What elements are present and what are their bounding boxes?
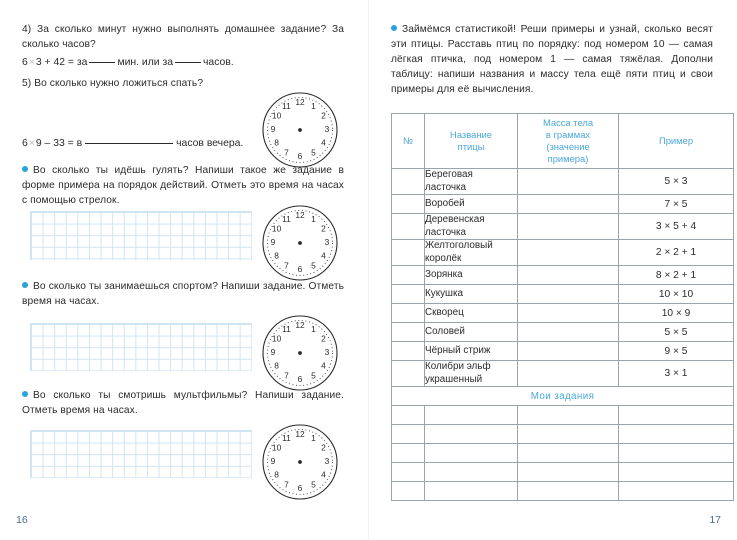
header-number: № [392,114,425,169]
cell-bird-name: Береговая ласточка [425,169,518,195]
table-row-empty [392,425,734,444]
table-body [392,169,734,501]
writing-grid-sport[interactable] [30,323,252,371]
svg-text:10: 10 [271,110,282,121]
cell-bird-name[interactable] [425,482,518,501]
cell-example: 5 × 3 [619,169,734,195]
svg-text:1: 1 [311,100,316,111]
cell-mass[interactable] [518,323,619,342]
cell-bird-name: Зорянка [425,266,518,285]
task-5-text: 5) Во сколько нужно ложиться спать? [22,78,204,89]
clock-svg [258,88,342,172]
svg-text:2: 2 [321,442,326,453]
cell-number[interactable] [392,304,425,323]
svg-text:10: 10 [271,223,282,234]
svg-text:10: 10 [271,442,282,453]
svg-text:11: 11 [282,213,291,224]
clock-svg [258,201,342,285]
svg-text:6: 6 [297,374,303,385]
cell-number[interactable] [392,323,425,342]
clock-face-cartoons[interactable] [258,420,342,509]
task-cartoons [22,388,344,418]
header-bird-name: Название птицы [425,114,518,169]
cell-number[interactable] [392,342,425,361]
cell-number[interactable] [392,406,425,425]
statistics-intro-text: Займёмся статистикой! Реши примеры и узнай, сколько весят эти птицы. Расставь птиц по порядку: под номером 10 — самая лёгкая птичка, под номером 1 — самая тяжёлая. Дополни таблицу: напиши названия и массу тела ещё пяти птиц и свои примеры для её вычисления. [391,24,713,95]
cell-bird-name: Кукушка [425,285,518,304]
svg-text:3: 3 [324,347,330,358]
task4-unit-minutes: мин. или за [117,57,173,68]
svg-text:5: 5 [311,147,316,158]
svg-text:5: 5 [311,370,316,381]
cell-mass[interactable] [518,425,619,444]
cell-bird-name: Воробей [425,195,518,214]
task5-expression-mid: 9 – 33 = в [35,138,83,149]
left-page [0,0,368,540]
cell-example: 5 × 5 [619,323,734,342]
cell-example: 3 × 5 + 4 [619,214,734,240]
svg-text:6: 6 [297,151,303,162]
svg-text:3: 3 [324,237,330,248]
svg-text:9: 9 [270,456,276,467]
svg-text:8: 8 [274,250,279,261]
cell-mass[interactable] [518,342,619,361]
cell-example: 9 × 5 [619,342,734,361]
task-walk-text: Во сколько ты идёшь гулять? Напиши такое же задание в форме примера на порядок действий. Отметь это время на часах с помощью стрелок. [22,165,344,206]
cell-mass[interactable] [518,463,619,482]
task5-tail: часов вечера. [176,138,244,149]
cell-mass[interactable] [518,169,619,195]
cell-bird-name: Чёрный стриж [425,342,518,361]
cell-number[interactable] [392,266,425,285]
cell-bird-name: Желтоголовый королёк [425,240,518,266]
cell-mass[interactable] [518,266,619,285]
cell-mass[interactable] [518,240,619,266]
table-row-empty [392,463,734,482]
cell-example: 10 × 9 [619,304,734,323]
cell-mass[interactable] [518,482,619,501]
answer-blank-minutes[interactable] [89,62,115,63]
svg-text:7: 7 [284,479,289,490]
clock-svg [258,420,342,504]
svg-text:2: 2 [321,333,326,344]
svg-text:3: 3 [324,456,330,467]
task4-operand: 6 [22,57,28,68]
cell-number[interactable] [392,361,425,387]
bird-mass-table [391,113,734,501]
table-row-empty [392,406,734,425]
header-example: Пример [619,114,734,169]
svg-text:4: 4 [321,469,326,480]
svg-text:6: 6 [297,483,303,494]
table-row [392,169,734,195]
my-tasks-label: Мои задания [392,387,734,406]
svg-text:8: 8 [274,469,279,480]
svg-text:5: 5 [311,479,316,490]
cell-number[interactable] [392,425,425,444]
svg-text:9: 9 [270,124,276,135]
cell-example: 8 × 2 + 1 [619,266,734,285]
my-tasks-section-row [392,387,734,406]
answer-blank-hours[interactable] [175,62,201,63]
bullet-icon [22,166,28,172]
cell-number[interactable] [392,169,425,195]
cell-example[interactable] [619,444,734,463]
task-sport [22,279,344,309]
table-row [392,240,734,266]
table-row [392,323,734,342]
cell-number[interactable] [392,482,425,501]
task-4-expression [22,55,234,71]
cell-bird-name: Соловей [425,323,518,342]
task-cartoons-text: Во сколько ты смотришь мультфильмы? Напиши задание. Отметь время на часах. [22,390,344,416]
svg-text:7: 7 [284,260,289,271]
cell-mass[interactable] [518,285,619,304]
cell-mass[interactable] [518,304,619,323]
cell-example: 2 × 2 + 1 [619,240,734,266]
table-row [392,361,734,387]
svg-text:2: 2 [321,223,326,234]
bullet-icon [22,391,28,397]
svg-text:6: 6 [297,264,303,275]
header-body-mass: Масса тела в граммах (значение примера) [518,114,619,169]
page-number-right: 17 [709,514,721,526]
page-number-left: 16 [16,514,28,526]
clock-svg [258,311,342,395]
table-row-empty [392,444,734,463]
task4-expression-mid: 3 + 42 = за [35,57,88,68]
svg-text:12: 12 [295,210,305,221]
cell-number[interactable] [392,240,425,266]
svg-text:1: 1 [311,432,316,443]
svg-text:8: 8 [274,137,279,148]
cell-example: 3 × 1 [619,361,734,387]
bullet-icon [391,25,397,31]
cell-bird-name: Колибри эльф украшенный [425,361,518,387]
svg-text:5: 5 [311,260,316,271]
cell-bird-name[interactable] [425,406,518,425]
svg-text:4: 4 [321,360,326,371]
svg-text:7: 7 [284,370,289,381]
table-row [392,266,734,285]
svg-text:12: 12 [295,97,305,108]
cell-example: 10 × 10 [619,285,734,304]
statistics-intro [391,22,713,97]
svg-text:11: 11 [282,100,291,111]
right-page [369,0,737,540]
cell-mass[interactable] [518,444,619,463]
cell-bird-name: Деревенская ласточка [425,214,518,240]
task-4-text: 4) За сколько минут нужно выполнять домашнее задание? За сколько часов? [22,24,344,50]
clock-face-sport[interactable] [258,311,342,400]
bullet-icon [22,282,28,288]
cell-bird-name[interactable] [425,444,518,463]
svg-text:1: 1 [311,213,316,224]
cell-mass[interactable] [518,406,619,425]
table-header [392,114,734,169]
writing-grid-walk[interactable] [30,211,252,260]
answer-blank-evening-hours[interactable] [85,143,173,144]
task5-operand: 6 [22,138,28,149]
cell-number[interactable] [392,195,425,214]
multiplication-sign-icon: × [28,57,35,68]
svg-text:10: 10 [271,333,282,344]
task-5-expression [22,136,243,152]
writing-grid-cartoons[interactable] [30,430,252,478]
cell-example[interactable] [619,425,734,444]
task4-unit-hours: часов. [203,57,234,68]
cell-bird-name[interactable] [425,463,518,482]
clock-face-walk[interactable] [258,201,342,290]
task-sport-text: Во сколько ты занимаешься спортом? Напиши задание. Отметь время на часах. [22,281,344,307]
cell-number[interactable] [392,463,425,482]
svg-text:3: 3 [324,124,330,135]
multiplication-sign-icon: × [28,138,35,149]
cell-bird-name[interactable] [425,425,518,444]
cell-example: 7 × 5 [619,195,734,214]
svg-text:4: 4 [321,250,326,261]
svg-text:12: 12 [295,320,305,331]
cell-example[interactable] [619,482,734,501]
cell-number[interactable] [392,285,425,304]
table-row [392,214,734,240]
svg-text:9: 9 [270,237,276,248]
svg-text:1: 1 [311,323,316,334]
table-header-row [392,114,734,169]
table-row [392,304,734,323]
svg-text:8: 8 [274,360,279,371]
cell-mass[interactable] [518,195,619,214]
svg-text:4: 4 [321,137,326,148]
table-row [392,285,734,304]
cell-example[interactable] [619,406,734,425]
svg-text:12: 12 [295,429,305,440]
table-row [392,195,734,214]
table-row [392,342,734,361]
cell-number[interactable] [392,444,425,463]
cell-mass[interactable] [518,214,619,240]
cell-example[interactable] [619,463,734,482]
svg-text:11: 11 [282,432,291,443]
svg-text:7: 7 [284,147,289,158]
table-row-empty [392,482,734,501]
svg-text:2: 2 [321,110,326,121]
svg-text:11: 11 [282,323,291,334]
svg-text:9: 9 [270,347,276,358]
cell-number[interactable] [392,214,425,240]
cell-bird-name: Скворец [425,304,518,323]
cell-mass[interactable] [518,361,619,387]
